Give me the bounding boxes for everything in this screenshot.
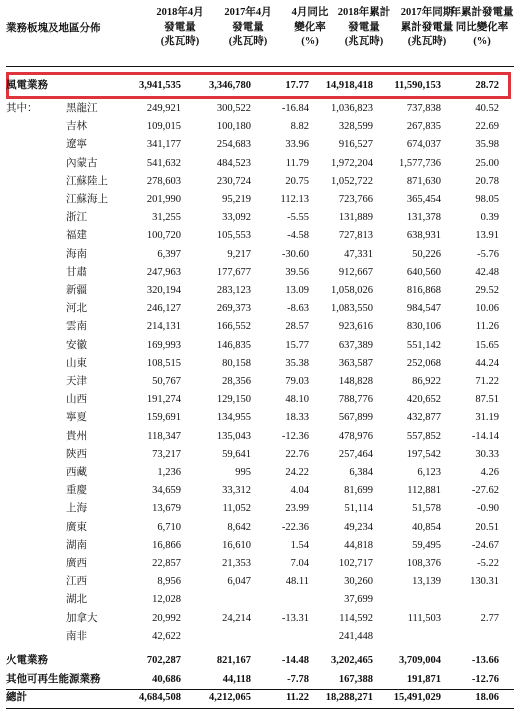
row-value: 1,052,722 xyxy=(331,175,373,187)
row-value: -12.36 xyxy=(281,430,309,442)
row-label: 江蘇陸上 xyxy=(66,175,108,187)
row-value: 3,709,004 xyxy=(399,655,441,666)
row-value: 86,922 xyxy=(412,376,441,387)
row-value: 191,871 xyxy=(406,673,441,685)
table-row xyxy=(0,373,521,391)
row-value: 197,542 xyxy=(406,448,441,460)
row-label: 南非 xyxy=(66,630,87,642)
row-value: 4,212,065 xyxy=(209,692,251,703)
table-row xyxy=(0,191,521,209)
table-row xyxy=(0,446,521,464)
row-value: 17.77 xyxy=(285,80,309,91)
table-row xyxy=(0,337,521,355)
row-value: 674,037 xyxy=(406,139,441,151)
row-value: -5.76 xyxy=(477,248,499,260)
row-value: 201,990 xyxy=(146,194,181,205)
row-value: 134,955 xyxy=(216,412,251,424)
row-value: 109,015 xyxy=(146,121,181,133)
row-value: 12,028 xyxy=(152,594,181,606)
row-value: 10.06 xyxy=(475,303,499,315)
row-value: 541,632 xyxy=(146,157,181,169)
row-value: 79.03 xyxy=(285,376,309,387)
table-row xyxy=(0,519,521,537)
row-value: 59,495 xyxy=(412,539,441,551)
row-value: 167,388 xyxy=(338,673,373,685)
row-value: 49,234 xyxy=(344,521,373,533)
row-value: 51,114 xyxy=(344,503,373,515)
row-value: -27.62 xyxy=(471,485,499,497)
row-value: 28.57 xyxy=(285,321,309,333)
table-row xyxy=(0,482,521,500)
row-value: 33,312 xyxy=(222,485,251,497)
row-label: 其他可再生能源業務 xyxy=(6,673,101,685)
row-value: 40.52 xyxy=(475,103,499,114)
row-value: 166,552 xyxy=(216,321,251,333)
row-value: 363,587 xyxy=(338,357,373,369)
row-value: -30.60 xyxy=(281,248,309,260)
row-value: 50,226 xyxy=(412,248,441,260)
row-label: 內蒙古 xyxy=(66,157,98,169)
row-value: 214,131 xyxy=(146,321,181,333)
row-label: 福建 xyxy=(66,230,87,242)
row-label: 安徽 xyxy=(66,339,87,351)
row-value: 4.04 xyxy=(290,485,309,497)
row-label: 浙江 xyxy=(66,212,87,224)
row-value: -13.66 xyxy=(471,655,499,666)
row-value: 47,331 xyxy=(344,248,373,260)
row-value: 267,835 xyxy=(406,121,441,133)
row-value: 48.11 xyxy=(285,576,309,588)
row-value: 15,491,029 xyxy=(393,692,441,703)
row-value: 33,092 xyxy=(222,212,251,224)
table-row xyxy=(0,282,521,300)
row-value: 241,448 xyxy=(338,630,373,642)
row-value: 95,219 xyxy=(222,194,251,205)
row-value: 20.51 xyxy=(475,521,499,533)
row-label: 火電業務 xyxy=(6,655,48,666)
row-value: 35.98 xyxy=(475,139,499,151)
row-value: 11,052 xyxy=(222,503,251,515)
row-label: 重慶 xyxy=(66,485,87,497)
row-value: 567,899 xyxy=(338,412,373,424)
row-value: 37,699 xyxy=(344,594,373,606)
header-apr-2017: 2017年4月 發電量 (兆瓦時) xyxy=(224,7,272,47)
table-row xyxy=(0,652,521,670)
row-value: 788,776 xyxy=(338,394,373,406)
row-value: 111,503 xyxy=(407,612,441,624)
row-value: 254,683 xyxy=(216,139,251,151)
row-label: 上海 xyxy=(66,503,87,515)
table-row xyxy=(0,573,521,591)
row-value: 108,376 xyxy=(406,558,441,569)
row-label: 總計 xyxy=(6,692,27,703)
row-value: 320,194 xyxy=(146,285,181,296)
row-value: 50,767 xyxy=(152,376,181,387)
row-label: 吉林 xyxy=(66,121,87,133)
row-value: 916,527 xyxy=(338,139,373,151)
row-label: 山東 xyxy=(66,357,87,369)
row-value: 2.77 xyxy=(480,612,499,624)
table-row xyxy=(0,355,521,373)
row-value: 81,699 xyxy=(344,485,373,497)
row-value: 22.69 xyxy=(475,121,499,133)
row-value: 11,590,153 xyxy=(394,80,441,91)
header-apr-yoy: 4月同比 變化率 (%) xyxy=(291,7,329,47)
row-value: 118,347 xyxy=(147,430,181,442)
row-value: 0.39 xyxy=(480,212,499,224)
table-row xyxy=(0,428,521,446)
row-value: 31.19 xyxy=(475,412,499,424)
row-value: 59,641 xyxy=(222,448,251,460)
row-label: 陝西 xyxy=(66,448,87,460)
header-ytd-2018: 2018年累計 發電量 (兆瓦時) xyxy=(337,7,391,47)
table-row xyxy=(0,610,521,628)
row-value: 341,177 xyxy=(146,139,181,151)
row-value: 8,956 xyxy=(157,576,181,588)
row-value: 24.22 xyxy=(285,467,309,478)
row-label: 加拿大 xyxy=(66,612,98,624)
total-top-rule xyxy=(6,689,514,690)
header-ytd-2017: 2017年同期 累計發電量 (兆瓦時) xyxy=(400,7,454,47)
table-row xyxy=(0,464,521,482)
table-row xyxy=(0,628,521,646)
row-value: -5.22 xyxy=(477,558,499,569)
row-value: 28.72 xyxy=(475,80,499,91)
row-value: 42,622 xyxy=(152,630,181,642)
row-value: 48.10 xyxy=(285,394,309,406)
row-value: -24.67 xyxy=(471,539,499,551)
table-row xyxy=(0,227,521,245)
row-value: 246,127 xyxy=(146,303,181,315)
row-label: 廣東 xyxy=(66,521,87,533)
row-value: 100,180 xyxy=(216,121,251,133)
row-value: 14,918,418 xyxy=(325,80,373,91)
row-label: 貴州 xyxy=(66,430,87,442)
row-value: 102,717 xyxy=(338,558,373,569)
row-value: -13.31 xyxy=(281,612,309,624)
row-value: 169,993 xyxy=(146,339,181,351)
table-row xyxy=(0,689,521,707)
row-value: 727,813 xyxy=(338,230,373,242)
row-value: 44,818 xyxy=(344,539,373,551)
total-bottom-rule xyxy=(6,708,514,709)
row-value: 11.79 xyxy=(285,157,309,169)
row-value: 13,139 xyxy=(412,576,441,588)
row-value: 40,854 xyxy=(412,521,441,533)
row-value: 365,454 xyxy=(406,194,441,205)
row-value: -14.14 xyxy=(471,430,499,442)
row-value: 23.99 xyxy=(285,503,309,515)
row-value: -12.76 xyxy=(471,673,499,685)
row-value: 40,686 xyxy=(152,673,181,685)
row-value: 35.38 xyxy=(285,357,309,369)
row-value: 191,274 xyxy=(146,394,181,406)
row-value: 6,047 xyxy=(227,576,251,588)
row-value: 42.48 xyxy=(475,266,499,278)
row-value: -22.36 xyxy=(281,521,309,533)
row-value: 13,679 xyxy=(152,503,181,515)
row-value: 15.65 xyxy=(475,339,499,351)
row-value: 71.22 xyxy=(475,376,499,387)
row-value: 328,599 xyxy=(338,121,373,133)
row-value: 3,346,780 xyxy=(209,80,251,91)
row-value: 1,083,550 xyxy=(331,303,373,315)
row-value: 8,642 xyxy=(227,521,251,533)
row-value: 3,202,465 xyxy=(331,655,373,666)
row-value: 478,976 xyxy=(338,430,373,442)
table-row xyxy=(0,155,521,173)
header-rule xyxy=(6,66,514,67)
row-value: 9,217 xyxy=(227,248,251,260)
row-value: 24,214 xyxy=(222,612,251,624)
table-row xyxy=(0,118,521,136)
row-value: 131,889 xyxy=(338,212,373,224)
row-value: 3,941,535 xyxy=(139,80,181,91)
row-value: 702,287 xyxy=(146,655,181,666)
row-value: 871,630 xyxy=(406,175,441,187)
row-label: 西藏 xyxy=(66,467,87,478)
row-value: 984,547 xyxy=(406,303,441,315)
row-label: 甘肅 xyxy=(66,266,87,278)
row-value: 4,684,508 xyxy=(139,692,181,703)
row-value: 278,603 xyxy=(146,175,181,187)
header-segment: 業務板塊及地區分佈 xyxy=(6,23,101,34)
row-value: 39.56 xyxy=(285,266,309,278)
row-value: -7.78 xyxy=(287,673,309,685)
row-value: 30.33 xyxy=(475,448,499,460)
row-value: 11.22 xyxy=(285,692,309,703)
row-label: 遼寧 xyxy=(66,139,87,151)
row-value: 557,852 xyxy=(406,430,441,442)
row-value: 300,522 xyxy=(216,103,251,114)
row-label: 湖南 xyxy=(66,539,87,551)
row-value: -8.63 xyxy=(287,303,309,315)
row-value: 34,659 xyxy=(152,485,181,497)
table-row xyxy=(0,555,521,573)
row-value: 737,838 xyxy=(406,103,441,114)
row-value: 44,118 xyxy=(222,673,251,685)
row-value: 923,616 xyxy=(338,321,373,333)
row-value: 830,106 xyxy=(406,321,441,333)
row-value: 146,835 xyxy=(216,339,251,351)
table-row xyxy=(0,500,521,518)
row-value: 18,288,271 xyxy=(325,692,373,703)
row-value: 637,389 xyxy=(338,339,373,351)
table-row xyxy=(0,77,521,95)
row-value: 131,378 xyxy=(406,212,441,224)
row-value: 98.05 xyxy=(475,194,499,205)
row-value: 148,828 xyxy=(338,376,373,387)
row-value: 114,592 xyxy=(339,612,373,624)
row-value: 20.78 xyxy=(475,175,499,187)
row-value: 22,857 xyxy=(152,558,181,569)
row-value: 73,217 xyxy=(152,448,181,460)
row-value: 112.13 xyxy=(280,194,309,205)
row-value: 551,142 xyxy=(406,339,441,351)
row-value: -0.90 xyxy=(477,503,499,515)
row-value: 1.54 xyxy=(290,539,309,551)
row-value: 1,036,823 xyxy=(331,103,373,114)
row-value: 21,353 xyxy=(222,558,251,569)
row-label: 風電業務 xyxy=(6,80,48,91)
row-value: 29.52 xyxy=(475,285,499,296)
row-label: 江蘇海上 xyxy=(66,194,108,205)
row-value: 105,553 xyxy=(216,230,251,242)
table-row xyxy=(0,318,521,336)
row-label: 天津 xyxy=(66,376,87,387)
row-value: 51,578 xyxy=(412,503,441,515)
row-value: 283,123 xyxy=(216,285,251,296)
table-row xyxy=(0,246,521,264)
row-label: 雲南 xyxy=(66,321,87,333)
row-label: 山西 xyxy=(66,394,87,406)
row-value: 4.26 xyxy=(480,467,499,478)
row-value: 80,158 xyxy=(222,357,251,369)
header-apr-2018: 2018年4月 發電量 (兆瓦時) xyxy=(156,7,204,47)
row-value: 230,724 xyxy=(216,175,251,187)
table-row xyxy=(0,591,521,609)
row-value: 18.33 xyxy=(285,412,309,424)
row-value: 484,523 xyxy=(216,157,251,169)
row-value: 420,652 xyxy=(406,394,441,406)
row-value: 1,236 xyxy=(157,467,181,478)
row-value: 33.96 xyxy=(285,139,309,151)
row-value: 257,464 xyxy=(338,448,373,460)
row-value: 821,167 xyxy=(216,655,251,666)
row-value: 8.82 xyxy=(290,121,309,133)
row-value: 13.91 xyxy=(475,230,499,242)
row-label: 寧夏 xyxy=(66,412,87,424)
row-value: 44.24 xyxy=(475,357,499,369)
row-value: -14.48 xyxy=(281,655,309,666)
row-value: 1,577,736 xyxy=(399,157,441,169)
row-value: 25.00 xyxy=(475,157,499,169)
row-label: 新疆 xyxy=(66,285,87,296)
table-row xyxy=(0,264,521,282)
row-value: -4.58 xyxy=(287,230,309,242)
row-value: 177,677 xyxy=(216,266,251,278)
row-value: 16,866 xyxy=(152,539,181,551)
row-value: 6,384 xyxy=(349,467,373,478)
row-value: 995 xyxy=(235,467,251,478)
row-label: 湖北 xyxy=(66,594,87,606)
header-ytd-yoy: 年累計發電量 同比變化率 (%) xyxy=(450,7,514,47)
row-value: 18.06 xyxy=(475,692,499,703)
row-value: 30,260 xyxy=(344,576,373,588)
row-value: 22.76 xyxy=(285,448,309,460)
table-row xyxy=(0,100,521,118)
row-value: 11.26 xyxy=(475,321,499,333)
row-value: 912,667 xyxy=(338,266,373,278)
table-header xyxy=(0,6,521,64)
row-value: 112,881 xyxy=(407,485,441,497)
row-value: 247,963 xyxy=(146,266,181,278)
table-row xyxy=(0,671,521,689)
row-value: 249,921 xyxy=(146,103,181,114)
row-value: 13.09 xyxy=(285,285,309,296)
row-value: 15.77 xyxy=(285,339,309,351)
table-row xyxy=(0,537,521,555)
row-value: 252,068 xyxy=(406,357,441,369)
table-row xyxy=(0,409,521,427)
row-value: 6,397 xyxy=(157,248,181,260)
row-value: 129,150 xyxy=(216,394,251,406)
table-row xyxy=(0,173,521,191)
row-value: 640,560 xyxy=(406,266,441,278)
row-value: 1,058,026 xyxy=(331,285,373,296)
row-value: 1,972,204 xyxy=(331,157,373,169)
row-value: 7.04 xyxy=(290,558,309,569)
row-label: 黑龍江 xyxy=(66,103,98,114)
row-value: 432,877 xyxy=(406,412,441,424)
row-value: 269,373 xyxy=(216,303,251,315)
row-label: 廣西 xyxy=(66,558,87,569)
row-value: 638,931 xyxy=(406,230,441,242)
row-value: -5.55 xyxy=(287,212,309,224)
row-value: 20.75 xyxy=(285,175,309,187)
row-value: -16.84 xyxy=(281,103,309,114)
row-value: 108,515 xyxy=(146,357,181,369)
row-prefix: 其中： xyxy=(6,103,38,114)
table-row xyxy=(0,209,521,227)
row-value: 6,123 xyxy=(417,467,441,478)
row-label: 江西 xyxy=(66,576,87,588)
row-value: 130.31 xyxy=(470,576,499,588)
row-value: 159,691 xyxy=(146,412,181,424)
row-value: 31,255 xyxy=(152,212,181,224)
row-label: 海南 xyxy=(66,248,87,260)
row-value: 20,992 xyxy=(152,612,181,624)
row-value: 816,868 xyxy=(406,285,441,296)
row-value: 28,356 xyxy=(222,376,251,387)
row-value: 723,766 xyxy=(338,194,373,205)
row-value: 16,610 xyxy=(222,539,251,551)
row-value: 100,720 xyxy=(146,230,181,242)
table-row xyxy=(0,391,521,409)
table-row xyxy=(0,300,521,318)
row-value: 6,710 xyxy=(157,521,181,533)
table-row xyxy=(0,136,521,154)
row-value: 87.51 xyxy=(475,394,499,406)
row-label: 河北 xyxy=(66,303,87,315)
row-value: 135,043 xyxy=(216,430,251,442)
